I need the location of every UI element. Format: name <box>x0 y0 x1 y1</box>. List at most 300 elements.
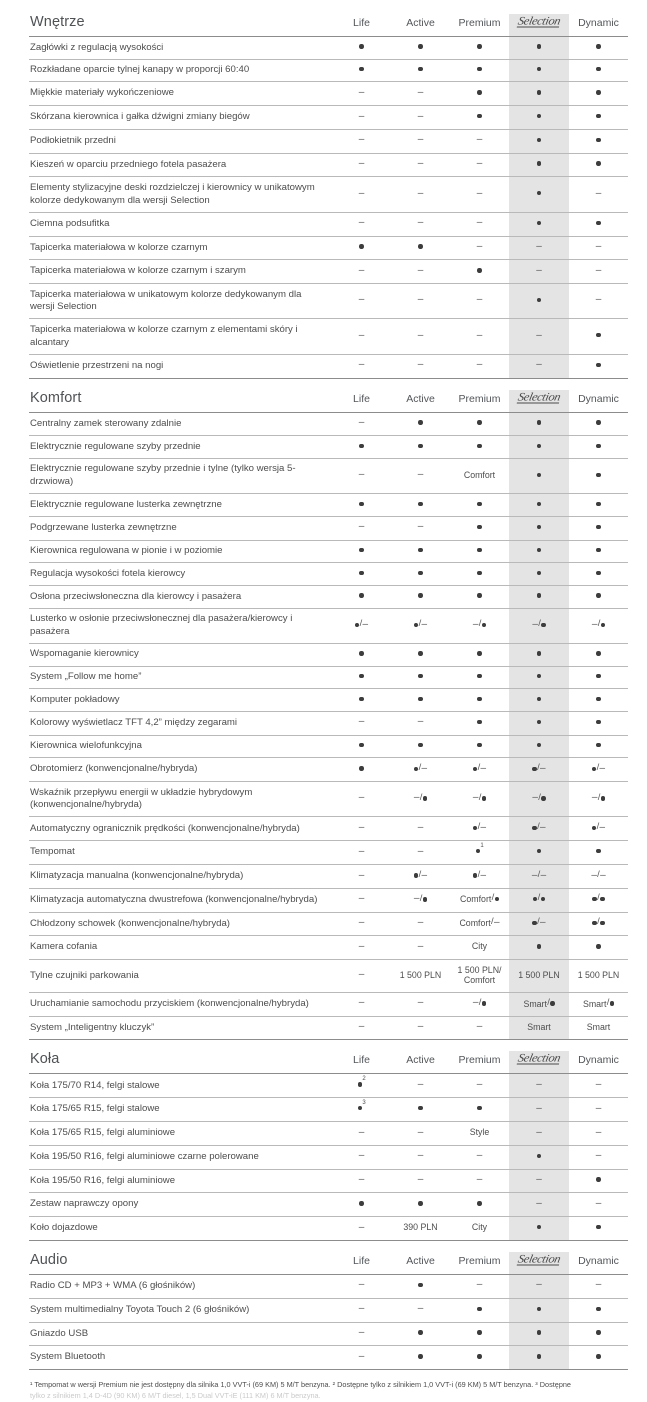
spec-cell-life <box>332 354 391 378</box>
spec-cell-active <box>391 284 450 319</box>
spec-cell-dynamic <box>569 1346 628 1370</box>
included-dot-icon <box>537 1330 541 1334</box>
cell-separator: / <box>537 916 540 928</box>
spec-cell-premium <box>450 563 509 586</box>
included-dot-icon <box>596 420 600 424</box>
included-dot-icon <box>477 1354 481 1358</box>
cell-separator: / <box>597 868 600 880</box>
spec-cell-active <box>391 319 450 354</box>
included-dot-icon <box>537 525 541 529</box>
not-available-dash-icon: – <box>476 359 483 371</box>
not-available-dash-icon: – <box>417 469 424 481</box>
spec-cell-premium <box>450 758 509 782</box>
spec-cell-selection <box>509 494 569 517</box>
included-dot-icon <box>537 674 541 678</box>
not-available-dash-icon: – <box>536 241 542 253</box>
included-dot-icon <box>482 1001 486 1005</box>
spec-cell-life <box>332 516 391 540</box>
included-dot-icon <box>423 897 427 901</box>
table-row <box>29 992 628 1016</box>
column-header-selection <box>509 390 569 413</box>
spec-cell-dynamic <box>569 1098 628 1122</box>
included-dot-icon <box>537 221 541 225</box>
included-dot-icon <box>477 1330 481 1334</box>
spec-cell-premium <box>450 1274 509 1298</box>
included-dot-icon <box>537 298 541 302</box>
spec-table <box>29 14 628 379</box>
table-row <box>29 912 628 936</box>
spec-cell-premium <box>450 540 509 563</box>
spec-cell-life <box>332 129 391 153</box>
spec-cell-premium <box>450 1217 509 1241</box>
spec-cell-dynamic <box>569 177 628 212</box>
spec-cell-premium <box>450 960 509 993</box>
spec-cell-active <box>391 865 450 889</box>
included-dot-icon <box>482 796 486 800</box>
included-dot-icon <box>477 114 481 118</box>
spec-cell-active <box>391 212 450 236</box>
spec-cell-dynamic <box>569 1298 628 1322</box>
spec-cell-life <box>332 841 391 865</box>
column-header-dynamic: Dynamic <box>569 1252 628 1275</box>
included-dot-icon <box>359 502 363 506</box>
spec-cell-active <box>391 711 450 735</box>
feature-label: Koła 175/70 R14, felgi stalowe <box>29 1074 332 1098</box>
not-available-dash-icon: – <box>358 294 365 306</box>
not-available-dash-icon: – <box>595 187 602 199</box>
spec-cell-active <box>391 106 450 130</box>
spec-cell-premium <box>450 643 509 666</box>
cell-separator: / <box>418 868 422 880</box>
spec-cell-selection <box>509 106 569 130</box>
included-dot-icon <box>359 444 363 448</box>
not-available-dash-icon: – <box>493 917 500 929</box>
column-header-selection <box>509 14 569 37</box>
feature-label: Podgrzewane lusterka zewnętrzne <box>29 516 332 540</box>
not-available-dash-icon: – <box>536 359 542 371</box>
spec-cell-active <box>391 1298 450 1322</box>
cell-separator: / <box>537 892 541 904</box>
feature-label: Oświetlenie przestrzeni na nogi <box>29 354 332 378</box>
spec-cell-life <box>332 758 391 782</box>
included-dot-icon <box>477 593 481 597</box>
spec-cell-premium <box>450 260 509 284</box>
included-dot-icon <box>596 548 600 552</box>
included-dot-icon <box>596 44 600 48</box>
spec-cell-premium <box>450 1098 509 1122</box>
spec-cell-premium <box>450 817 509 841</box>
spec-cell-dynamic <box>569 1322 628 1346</box>
not-available-dash-icon: – <box>536 329 542 341</box>
spec-cell-premium <box>450 735 509 758</box>
included-dot-icon <box>601 796 605 800</box>
spec-cell-selection <box>509 666 569 689</box>
footnote-line-2: tylko z silnikiem 1,4 D-4D (90 KM) 6 M/T diesel, 1,5 Dual VVT-iE (111 KM) 6 M/T benzyna. <box>30 1391 321 1401</box>
spec-cell-life <box>332 59 391 82</box>
spec-cell-selection <box>509 563 569 586</box>
not-available-dash-icon: – <box>417 1126 424 1138</box>
table-row <box>29 59 628 82</box>
spec-cell-dynamic <box>569 153 628 177</box>
spec-cell-life <box>332 1169 391 1193</box>
section-title: Koła <box>29 1051 332 1074</box>
spec-cell-premium <box>450 354 509 378</box>
spec-table <box>29 1051 628 1240</box>
table-row <box>29 354 628 378</box>
feature-label: Elektrycznie regulowane szyby przednie <box>29 436 332 459</box>
included-dot-icon <box>418 1354 422 1358</box>
spec-table <box>29 390 628 1041</box>
feature-label: Kieszeń w oparciu przedniego fotela pasażera <box>29 153 332 177</box>
spec-cell-premium <box>450 1169 509 1193</box>
not-available-dash-icon: – <box>358 1174 365 1186</box>
not-available-dash-icon: – <box>358 821 365 833</box>
table-row <box>29 1122 628 1146</box>
included-dot-icon <box>477 420 481 424</box>
not-available-dash-icon: – <box>540 821 546 833</box>
included-dot-icon <box>359 548 363 552</box>
not-available-dash-icon: – <box>476 1279 483 1291</box>
included-dot-icon <box>418 1330 422 1334</box>
spec-cell-dynamic <box>569 59 628 82</box>
spec-cell-active <box>391 494 450 517</box>
spec-cell-life <box>332 494 391 517</box>
not-available-dash-icon: – <box>358 869 365 881</box>
not-available-dash-icon: – <box>421 762 428 774</box>
not-available-dash-icon: – <box>417 521 424 533</box>
included-dot-icon <box>418 502 422 506</box>
included-dot-icon <box>537 697 541 701</box>
included-dot-icon <box>600 897 604 901</box>
spec-cell-premium <box>450 319 509 354</box>
spec-cell-life <box>332 586 391 609</box>
not-available-dash-icon: – <box>417 1174 424 1186</box>
not-available-dash-icon: – <box>358 845 365 857</box>
spec-cell-selection <box>509 1074 569 1098</box>
included-dot-icon <box>537 849 541 853</box>
spec-cell-selection <box>509 643 569 666</box>
included-dot-icon <box>541 623 545 627</box>
spec-cell-dynamic <box>569 129 628 153</box>
spec-cell-active <box>391 1193 450 1217</box>
spec-cell-life <box>332 284 391 319</box>
not-available-dash-icon: – <box>358 264 365 276</box>
spec-cell-dynamic <box>569 865 628 889</box>
not-available-dash-icon: – <box>417 845 424 857</box>
cell-separator: / <box>477 762 481 774</box>
not-available-dash-icon: – <box>417 716 424 728</box>
table-row <box>29 129 628 153</box>
included-dot-icon <box>359 593 363 597</box>
spec-cell-dynamic <box>569 1193 628 1217</box>
spec-cell-premium <box>450 1346 509 1370</box>
table-row <box>29 260 628 284</box>
not-available-dash-icon: – <box>358 1021 365 1033</box>
spec-cell-active <box>391 586 450 609</box>
included-dot-icon <box>423 796 427 800</box>
spec-cell-selection <box>509 865 569 889</box>
column-header-dynamic: Dynamic <box>569 390 628 413</box>
spec-cell-premium <box>450 586 509 609</box>
spec-cell-selection <box>509 153 569 177</box>
included-dot-icon <box>596 743 600 747</box>
spec-cell-dynamic <box>569 912 628 936</box>
included-dot-icon <box>477 502 481 506</box>
included-dot-icon <box>596 1177 600 1181</box>
not-available-dash-icon: – <box>472 618 479 630</box>
cell-text-value: 1 500 PLN/ Comfort <box>457 964 502 985</box>
spec-cell-life <box>332 608 391 643</box>
table-row <box>29 212 628 236</box>
spec-cell-selection <box>509 782 569 817</box>
table-row <box>29 643 628 666</box>
footnote-ref: 3 <box>362 1099 366 1106</box>
column-header-active: Active <box>391 1051 450 1074</box>
spec-cell-active <box>391 936 450 960</box>
spec-cell-dynamic <box>569 37 628 60</box>
included-dot-icon <box>359 674 363 678</box>
feature-label: Klimatyzacja automatyczna dwustrefowa (konwencjonalne/hybryda) <box>29 888 332 912</box>
feature-label: Tapicerka materiałowa w kolorze czarnym <box>29 236 332 260</box>
included-dot-icon <box>537 191 541 195</box>
not-available-dash-icon: – <box>358 158 365 170</box>
included-dot-icon <box>477 525 481 529</box>
spec-cell-active <box>391 1122 450 1146</box>
spec-cell-life <box>332 563 391 586</box>
included-dot-icon <box>537 44 541 48</box>
cell-separator: / <box>538 791 541 803</box>
cell-text-value: Smart <box>527 1021 551 1032</box>
not-available-dash-icon: – <box>417 1303 424 1315</box>
spec-cell-life <box>332 106 391 130</box>
not-available-dash-icon: – <box>417 1150 424 1162</box>
spec-cell-dynamic <box>569 992 628 1016</box>
spec-cell-life <box>332 1217 391 1241</box>
feature-label: System Bluetooth <box>29 1346 332 1370</box>
table-row <box>29 782 628 817</box>
included-dot-icon <box>477 651 481 655</box>
included-dot-icon <box>550 1001 554 1005</box>
cell-text-value: 1 500 PLN <box>518 969 560 980</box>
spec-cell-selection <box>509 1217 569 1241</box>
spec-cell-life <box>332 992 391 1016</box>
table-row <box>29 1298 628 1322</box>
included-dot-icon <box>418 44 422 48</box>
column-header-premium: Premium <box>450 1252 509 1275</box>
cell-text-value: Comfort <box>463 469 496 480</box>
not-available-dash-icon: – <box>417 264 424 276</box>
spec-cell-life <box>332 1193 391 1217</box>
spec-section <box>29 1252 627 1370</box>
included-dot-icon <box>477 720 481 724</box>
included-dot-icon <box>359 651 363 655</box>
spec-cell-premium <box>450 153 509 177</box>
not-available-dash-icon: – <box>413 893 420 905</box>
feature-label: Wspomaganie kierownicy <box>29 643 332 666</box>
cell-separator: / <box>597 618 601 630</box>
not-available-dash-icon: – <box>358 134 365 146</box>
spec-cell-active <box>391 1217 450 1241</box>
not-available-dash-icon: – <box>358 1303 365 1315</box>
included-dot-icon <box>418 548 422 552</box>
spec-cell-life <box>332 153 391 177</box>
table-row <box>29 1074 628 1098</box>
included-dot-icon <box>596 525 600 529</box>
spec-cell-dynamic <box>569 1145 628 1169</box>
spec-cell-dynamic <box>569 516 628 540</box>
spec-cell-dynamic <box>569 1122 628 1146</box>
cell-separator: / <box>537 821 540 833</box>
spec-cell-life <box>332 1298 391 1322</box>
not-available-dash-icon: – <box>358 187 365 199</box>
spec-cell-selection <box>509 1193 569 1217</box>
feature-label: Ciemna podsufitka <box>29 212 332 236</box>
included-dot-icon <box>596 697 600 701</box>
included-dot-icon <box>601 623 605 627</box>
not-available-dash-icon: – <box>536 1102 542 1114</box>
included-dot-icon <box>596 221 600 225</box>
included-dot-icon <box>537 502 541 506</box>
table-row <box>29 1346 628 1370</box>
not-available-dash-icon: – <box>476 158 483 170</box>
column-header-premium: Premium <box>450 14 509 37</box>
cell-separator: / <box>419 892 423 904</box>
feature-label: Kolorowy wyświetlacz TFT 4,2” między zegarami <box>29 711 332 735</box>
selection-wordmark: Selection <box>516 1052 562 1065</box>
feature-label: Koła 195/50 R16, felgi aluminiowe <box>29 1169 332 1193</box>
table-row <box>29 841 628 865</box>
cell-separator: / <box>597 916 600 928</box>
spec-cell-active <box>391 1322 450 1346</box>
table-row <box>29 865 628 889</box>
included-dot-icon <box>359 44 363 48</box>
spec-cell-premium <box>450 106 509 130</box>
included-dot-icon <box>418 651 422 655</box>
column-header-life: Life <box>332 1051 391 1074</box>
spec-cell-active <box>391 735 450 758</box>
spec-cell-active <box>391 458 450 493</box>
spec-cell-active <box>391 129 450 153</box>
spec-cell-life <box>332 666 391 689</box>
not-available-dash-icon: – <box>417 1021 424 1033</box>
not-available-dash-icon: – <box>591 618 598 630</box>
cell-text-value: Style <box>469 1127 490 1138</box>
spec-cell-premium <box>450 1122 509 1146</box>
spec-cell-life <box>332 888 391 912</box>
spec-sections <box>29 14 627 1370</box>
feature-label: Osłona przeciwsłoneczna dla kierowcy i pasażera <box>29 586 332 609</box>
cell-text-value: Smart <box>586 1021 611 1032</box>
table-row <box>29 1169 628 1193</box>
spec-cell-premium <box>450 992 509 1016</box>
spec-cell-premium <box>450 936 509 960</box>
not-available-dash-icon: – <box>595 294 602 306</box>
spec-cell-dynamic <box>569 936 628 960</box>
spec-cell-life <box>332 960 391 993</box>
table-row <box>29 319 628 354</box>
feature-label: Lusterko w osłonie przeciwsłonecznej dla pasażera/kierowcy i pasażera <box>29 608 332 643</box>
spec-cell-dynamic <box>569 689 628 712</box>
cell-separator: / <box>478 791 482 803</box>
cell-text-value: Comfort <box>460 894 492 905</box>
included-dot-icon <box>418 444 422 448</box>
feature-label: Tapicerka materiałowa w kolorze czarnym z elementami skóry i alcantary <box>29 319 332 354</box>
cell-separator: / <box>419 791 423 803</box>
spec-cell-dynamic <box>569 494 628 517</box>
included-dot-icon <box>418 420 422 424</box>
included-dot-icon <box>537 161 541 165</box>
cell-text-value: Smart <box>523 998 547 1009</box>
spec-cell-active <box>391 540 450 563</box>
spec-cell-selection <box>509 59 569 82</box>
not-available-dash-icon: – <box>476 1078 483 1090</box>
included-dot-icon <box>477 67 481 71</box>
table-row <box>29 516 628 540</box>
spec-cell-selection <box>509 1322 569 1346</box>
included-dot-icon <box>596 161 600 165</box>
spec-cell-life <box>332 436 391 459</box>
spec-cell-premium <box>450 1322 509 1346</box>
spec-cell-premium <box>450 37 509 60</box>
not-available-dash-icon: – <box>417 110 424 122</box>
spec-cell-active <box>391 59 450 82</box>
spec-cell-active <box>391 354 450 378</box>
table-row <box>29 1217 628 1241</box>
spec-cell-active <box>391 817 450 841</box>
cell-separator: / <box>491 916 494 928</box>
spec-cell-life <box>332 1016 391 1040</box>
cell-text-value: Smart <box>582 998 607 1009</box>
not-available-dash-icon: – <box>358 893 365 905</box>
cell-text-value: City <box>471 941 488 952</box>
included-dot-icon <box>418 1283 422 1287</box>
not-available-dash-icon: – <box>358 1126 365 1138</box>
included-dot-icon <box>476 849 480 853</box>
table-row <box>29 37 628 60</box>
spec-cell-selection <box>509 458 569 493</box>
spec-cell-dynamic <box>569 563 628 586</box>
not-available-dash-icon: – <box>536 1078 542 1090</box>
included-dot-icon <box>596 90 600 94</box>
table-row <box>29 960 628 993</box>
not-available-dash-icon: – <box>358 1150 365 1162</box>
feature-label: Rozkładane oparcie tylnej kanapy w proporcji 60:40 <box>29 59 332 82</box>
spec-cell-selection <box>509 284 569 319</box>
table-row <box>29 608 628 643</box>
feature-label: Kamera cofania <box>29 936 332 960</box>
spec-cell-dynamic <box>569 412 628 436</box>
included-dot-icon <box>418 593 422 597</box>
feature-label: Zestaw naprawczy opony <box>29 1193 332 1217</box>
spec-cell-life <box>332 1074 391 1098</box>
not-available-dash-icon: – <box>480 821 487 833</box>
not-available-dash-icon: – <box>472 792 479 804</box>
spec-cell-life <box>332 260 391 284</box>
spec-cell-active <box>391 758 450 782</box>
table-row <box>29 735 628 758</box>
spec-cell-life <box>332 37 391 60</box>
not-available-dash-icon: – <box>531 869 538 881</box>
feature-label: Podłokietnik przedni <box>29 129 332 153</box>
spec-cell-selection <box>509 260 569 284</box>
spec-cell-selection <box>509 177 569 212</box>
feature-label: Uruchamianie samochodu przyciskiem (konwencjonalne/hybryda) <box>29 992 332 1016</box>
included-dot-icon <box>596 1307 600 1311</box>
included-dot-icon <box>537 114 541 118</box>
spec-cell-dynamic <box>569 1074 628 1098</box>
table-row <box>29 1145 628 1169</box>
not-available-dash-icon: – <box>417 158 424 170</box>
